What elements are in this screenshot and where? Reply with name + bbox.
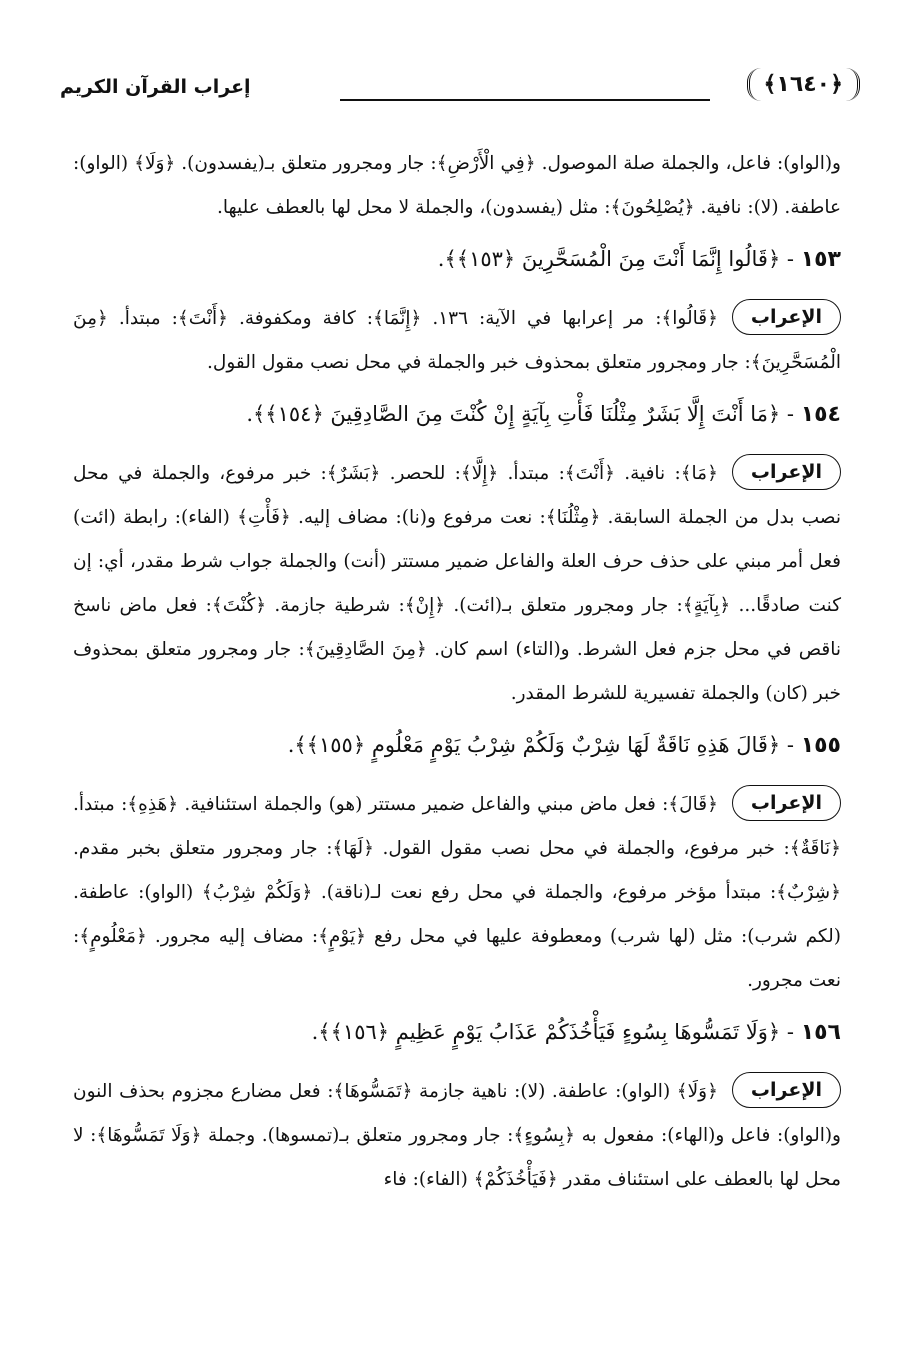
irab-label: الإعراب bbox=[732, 454, 841, 490]
irab-text: ﴿مَا﴾: نافية. ﴿أَنْتَ﴾: مبتدأ. ﴿إِلَّا﴾: للحصر. ﴿بَشَرٌ﴾: خبر مرفوع، والجملة في محل نصب بدل من الجملة السابقة. ﴿مِثْلُنَا﴾: نعت مرفوع و(نا): مضاف إليه. ﴿فَأْتِ﴾ (الفاء): رابطة (ائت) فعل أمر مبني على حذف حرف العلة والفاعل ضمير مستتر (أنت) والجملة جواب شرط مقدر، أي: إن كنت صادقًا... ﴿بِآيَةٍ﴾: جار ومجرور متعلق بـ(ائت). ﴿إِنْ﴾: شرطية جازمة. ﴿كُنْتَ﴾: فعل ماض ناسخ ناقص في محل جزم فعل الشرط. و(التاء) اسم كان. ﴿مِنَ الصَّادِقِينَ﴾: جار ومجرور متعلق بمحذوف خبر (كان) والجملة تفسيرية للشرط المقدر. bbox=[73, 463, 841, 704]
page-number: ﴿١٦٤٠﴾ bbox=[747, 68, 861, 101]
irab-text: ﴿وَلَا﴾ (الواو): عاطفة. (لا): ناهية جازمة ﴿تَمَسُّوهَا﴾: فعل مضارع مجزوم بحذف النون و(الواو): فاعل و(الهاء): مفعول به ﴿بِسُوءٍ﴾: جار ومجرور متعلق بـ(تمسوها). وجملة ﴿وَلَا تَمَسُّوهَا﴾: لا محل لها بالعطف على استئناف مقدر ﴿فَيَأْخُذَكُمْ﴾ (الفاء): فاء bbox=[73, 1081, 841, 1190]
intro-paragraph: و(الواو): فاعل، والجملة صلة الموصول. ﴿فِي الْأَرْضِ﴾: جار ومجرور متعلق بـ(يفسدون). ﴿وَلَا﴾ (الواو): عاطفة. (لا): نافية. ﴿يُصْلِحُونَ﴾: مثل (يفسدون)، والجملة لا محل لها بالعطف عليها. bbox=[73, 153, 841, 218]
verse-text: ﴿قَالَ هَذِهِ نَاقَةٌ لَهَا شِرْبٌ وَلَكُمْ شِرْبُ يَوْمٍ مَعْلُومٍ ﴿١٥٥﴾﴾. bbox=[287, 733, 781, 757]
irab-154 bbox=[73, 452, 841, 716]
irab-153 bbox=[73, 297, 841, 385]
header-rule bbox=[340, 99, 710, 101]
irab-text: ﴿قَالُوا﴾: مر إعرابها في الآية: ١٣٦. ﴿إِنَّمَا﴾: كافة ومكفوفة. ﴿أَنْتَ﴾: مبتدأ. ﴿مِنَ الْمُسَحَّرِينَ﴾: جار ومجرور متعلق بمحذوف خبر والجملة في محل نصب مقول القول. bbox=[73, 308, 841, 373]
irab-text: ﴿قَالَ﴾: فعل ماض مبني والفاعل ضمير مستتر (هو) والجملة استئنافية. ﴿هَذِهِ﴾: مبتدأ. ﴿نَاقَةٌ﴾: خبر مرفوع، والجملة في محل نصب مقول القول. ﴿لَهَا﴾: جار ومجرور متعلق بخبر مقدم. ﴿شِرْبٌ﴾: مبتدأ مؤخر مرفوع، والجملة في محل رفع نعت لـ(ناقة). ﴿وَلَكُمْ شِرْبُ﴾ (الواو): عاطفة. (لكم شرب): مثل (لها شرب) ومعطوفة عليها في محل رفع ﴿يَوْمٍ﴾: مضاف إليه مجرور. ﴿مَعْلُومٍ﴾: نعت مجرور. bbox=[73, 794, 841, 991]
verse-text: ﴿مَا أَنْتَ إِلَّا بَشَرٌ مِثْلُنَا فَأْتِ بِآيَةٍ إِنْ كُنْتَ مِنَ الصَّادِقِينَ ﴿١٥٤﴾﴾. bbox=[246, 402, 781, 426]
book-title: إعراب القرآن الكريم bbox=[60, 76, 251, 98]
verse-number: ١٥٤ bbox=[800, 402, 841, 427]
verse-text: ﴿وَلَا تَمَسُّوهَا بِسُوءٍ فَيَأْخُذَكُمْ عَذَابُ يَوْمٍ عَظِيمٍ ﴿١٥٦﴾﴾. bbox=[311, 1020, 781, 1044]
verse-154: ١٥٤ - ﴿مَا أَنْتَ إِلَّا بَشَرٌ مِثْلُنَا فَأْتِ بِآيَةٍ إِنْ كُنْتَ مِنَ الصَّادِقِينَ ﴿١٥٤﴾﴾. bbox=[246, 402, 841, 427]
verse-number: ١٥٣ bbox=[800, 247, 841, 272]
irab-155 bbox=[73, 783, 841, 1003]
verse-number: ١٥٥ bbox=[800, 733, 841, 758]
verse-156: ١٥٦ - ﴿وَلَا تَمَسُّوهَا بِسُوءٍ فَيَأْخُذَكُمْ عَذَابُ يَوْمٍ عَظِيمٍ ﴿١٥٦﴾﴾. bbox=[311, 1020, 841, 1045]
irab-156 bbox=[73, 1070, 841, 1202]
irab-label: الإعراب bbox=[732, 785, 841, 821]
irab-label: الإعراب bbox=[732, 1072, 841, 1108]
page-header bbox=[60, 68, 860, 118]
verse-number: ١٥٦ bbox=[800, 1020, 841, 1045]
verse-text: ﴿قَالُوا إِنَّمَا أَنْتَ مِنَ الْمُسَحَّرِينَ ﴿١٥٣﴾﴾. bbox=[437, 247, 781, 271]
irab-label: الإعراب bbox=[732, 299, 841, 335]
page-body bbox=[73, 142, 841, 1202]
verse-153: ١٥٣ - ﴿قَالُوا إِنَّمَا أَنْتَ مِنَ الْمُسَحَّرِينَ ﴿١٥٣﴾﴾. bbox=[437, 247, 841, 272]
verse-155: ١٥٥ - ﴿قَالَ هَذِهِ نَاقَةٌ لَهَا شِرْبٌ وَلَكُمْ شِرْبُ يَوْمٍ مَعْلُومٍ ﴿١٥٥﴾﴾. bbox=[287, 733, 841, 758]
